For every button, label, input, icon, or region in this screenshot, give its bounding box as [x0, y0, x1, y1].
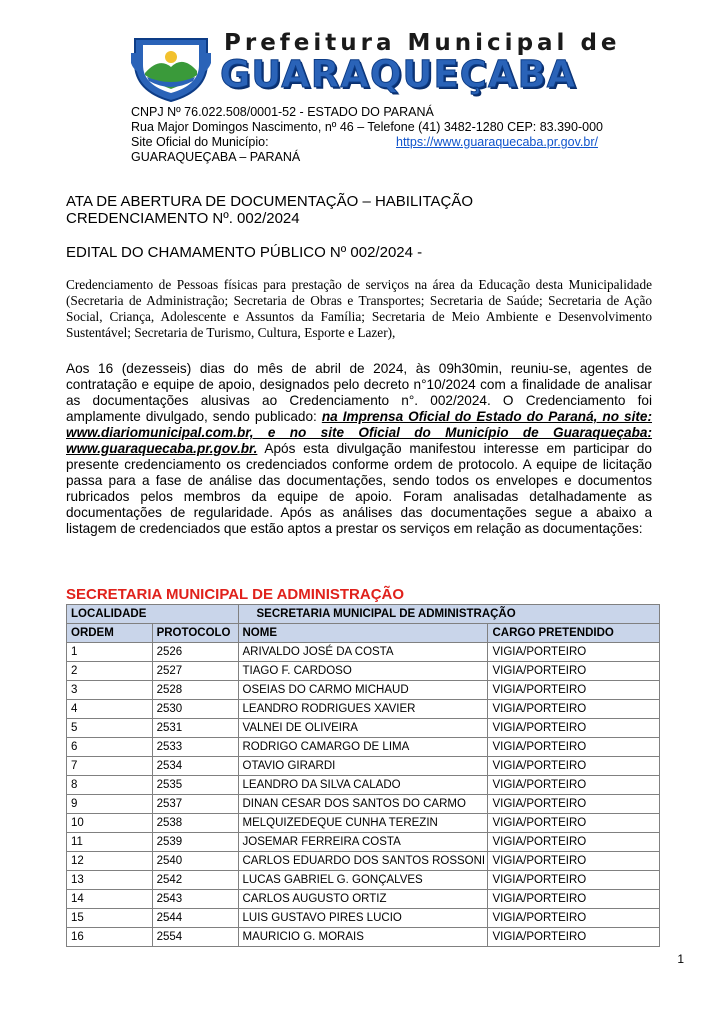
table-localidade-row — [67, 605, 660, 624]
publication-emphasis: na Imprensa Oficial do Estado do Paraná, no site: www.diariomunicipal.com.br, e no site Oficial do Município de Guaraqueçaba: www.guaraquecaba.pr.gov.br. — [66, 409, 652, 456]
header-city: GUARAQUEÇABA – PARANÁ — [131, 150, 301, 164]
cell-ordem: 10 — [67, 814, 153, 833]
doc-heading-line1: ATA DE ABERTURA DE DOCUMENTAÇÃO – HABILITAÇÃO — [66, 193, 474, 210]
cell-protocolo: 2543 — [152, 890, 238, 909]
cell-nome: JOSEMAR FERREIRA COSTA — [238, 833, 488, 852]
table-row — [67, 833, 660, 852]
objeto-paragraph: Credenciamento de Pessoas físicas para prestação de serviços na área da Educação desta Municipalidade (Secretaria de Administração; Secretaria de Obras e Transportes; Secretaria de Saúde; Secretaria de Ação Social, Criança, Adolescente e Assuntos da Família; Secretaria de Meio Ambiente e Desenvolvimento Sustentável; Secretaria de Turismo, Cultura, Esporte e Lazer), — [66, 277, 652, 340]
table-row — [67, 909, 660, 928]
cell-ordem: 1 — [67, 643, 153, 662]
cell-cargo: VIGIA/PORTEIRO — [488, 719, 660, 738]
cell-ordem: 13 — [67, 871, 153, 890]
cell-nome: TIAGO F. CARDOSO — [238, 662, 488, 681]
credentialed-table — [66, 604, 660, 947]
cell-nome: LUIS GUSTAVO PIRES LUCIO — [238, 909, 488, 928]
cell-ordem: 12 — [67, 852, 153, 871]
table-body — [67, 643, 660, 947]
municipal-coat-of-arms-logo — [131, 33, 211, 103]
body-text-part1: Aos 16 (dezesseis) dias do mês de abril de 2024, às 09h30min, reuniu-se, agentes de contratação e equipe de apoio, designados pelo decreto n°10/2024 com a finalidade de analisar as documentações alusivas ao Credenciamento n°. 002/2024. O Credenciamento foi amplamente divulgado, sendo publicado: — [66, 361, 652, 424]
cell-protocolo: 2528 — [152, 681, 238, 700]
page-number: 1 — [677, 952, 684, 966]
column-header-cargo: CARGO PRETENDIDO — [488, 624, 660, 643]
cell-protocolo: 2537 — [152, 795, 238, 814]
localidade-label: LOCALIDADE — [67, 605, 239, 624]
cell-cargo: VIGIA/PORTEIRO — [488, 871, 660, 890]
table-row — [67, 681, 660, 700]
table-row — [67, 738, 660, 757]
cell-protocolo: 2538 — [152, 814, 238, 833]
cell-cargo: VIGIA/PORTEIRO — [488, 662, 660, 681]
table-row — [67, 928, 660, 947]
edital-heading: EDITAL DO CHAMAMENTO PÚBLICO Nº 002/2024 - — [66, 244, 423, 261]
cell-nome: LEANDRO DA SILVA CALADO — [238, 776, 488, 795]
cell-cargo: VIGIA/PORTEIRO — [488, 833, 660, 852]
table-row — [67, 643, 660, 662]
cell-cargo: VIGIA/PORTEIRO — [488, 643, 660, 662]
table-row — [67, 871, 660, 890]
cell-cargo: VIGIA/PORTEIRO — [488, 757, 660, 776]
cell-protocolo: 2544 — [152, 909, 238, 928]
cell-ordem: 9 — [67, 795, 153, 814]
section-title: SECRETARIA MUNICIPAL DE ADMINISTRAÇÃO — [66, 586, 405, 603]
cell-protocolo: 2535 — [152, 776, 238, 795]
cell-nome: MAURICIO G. MORAIS — [238, 928, 488, 947]
table-row — [67, 852, 660, 871]
cell-nome: LUCAS GABRIEL G. GONÇALVES — [238, 871, 488, 890]
cell-protocolo: 2527 — [152, 662, 238, 681]
cell-cargo: VIGIA/PORTEIRO — [488, 890, 660, 909]
cell-cargo: VIGIA/PORTEIRO — [488, 814, 660, 833]
cell-ordem: 4 — [67, 700, 153, 719]
cell-protocolo: 2540 — [152, 852, 238, 871]
cell-protocolo: 2526 — [152, 643, 238, 662]
cell-cargo: VIGIA/PORTEIRO — [488, 928, 660, 947]
header-title-line2: GUARAQUEÇABA — [220, 53, 577, 96]
cell-cargo: VIGIA/PORTEIRO — [488, 776, 660, 795]
cell-ordem: 14 — [67, 890, 153, 909]
cell-nome: VALNEI DE OLIVEIRA — [238, 719, 488, 738]
cell-ordem: 7 — [67, 757, 153, 776]
table-row — [67, 776, 660, 795]
cell-nome: MELQUIZEDEQUE CUNHA TEREZIN — [238, 814, 488, 833]
header-site-link[interactable]: https://www.guaraquecaba.pr.gov.br/ — [396, 135, 598, 149]
localidade-value: SECRETARIA MUNICIPAL DE ADMINISTRAÇÃO — [238, 605, 660, 624]
table-row — [67, 719, 660, 738]
table-row — [67, 890, 660, 909]
cell-protocolo: 2534 — [152, 757, 238, 776]
cell-ordem: 3 — [67, 681, 153, 700]
cell-cargo: VIGIA/PORTEIRO — [488, 795, 660, 814]
cell-nome: DINAN CESAR DOS SANTOS DO CARMO — [238, 795, 488, 814]
cell-nome: RODRIGO CAMARGO DE LIMA — [238, 738, 488, 757]
cell-protocolo: 2542 — [152, 871, 238, 890]
cell-cargo: VIGIA/PORTEIRO — [488, 738, 660, 757]
cell-cargo: VIGIA/PORTEIRO — [488, 681, 660, 700]
header-title-line1: Prefeitura Municipal de — [224, 30, 621, 56]
cell-ordem: 6 — [67, 738, 153, 757]
table-row — [67, 757, 660, 776]
cell-ordem: 11 — [67, 833, 153, 852]
body-text-part2: Após esta divulgação manifestou interesse em participar do presente credenciamento os credenciados conforme ordem de protocolo. A equipe de licitação passa para a fase de análise das documentações, sendo todos os envelopes e documentos rubricados pelos membros da equipe de apoio. Foram analisadas detalhadamente as documentações de regularidade. Após as análises das documentações segue a abaixo a listagem de credenciados que estão aptos a prestar os serviços em relação as documentações: — [66, 441, 652, 536]
cell-nome: OSEIAS DO CARMO MICHAUD — [238, 681, 488, 700]
cell-nome: LEANDRO RODRIGUES XAVIER — [238, 700, 488, 719]
body-paragraph — [66, 361, 652, 537]
column-header-nome: NOME — [238, 624, 488, 643]
table-row — [67, 662, 660, 681]
cell-protocolo: 2554 — [152, 928, 238, 947]
cell-protocolo: 2531 — [152, 719, 238, 738]
cell-cargo: VIGIA/PORTEIRO — [488, 909, 660, 928]
table-row — [67, 814, 660, 833]
header-site-label: Site Oficial do Município: — [131, 135, 269, 149]
cell-nome: CARLOS AUGUSTO ORTIZ — [238, 890, 488, 909]
table-row — [67, 795, 660, 814]
cell-nome: ARIVALDO JOSÉ DA COSTA — [238, 643, 488, 662]
cell-cargo: VIGIA/PORTEIRO — [488, 700, 660, 719]
cell-ordem: 5 — [67, 719, 153, 738]
table-header-row — [67, 624, 660, 643]
cell-ordem: 16 — [67, 928, 153, 947]
header-address: Rua Major Domingos Nascimento, nº 46 – Telefone (41) 3482-1280 CEP: 83.390-000 — [131, 120, 603, 134]
cell-protocolo: 2530 — [152, 700, 238, 719]
header-cnpj: CNPJ Nº 76.022.508/0001-52 - ESTADO DO PARANÁ — [131, 105, 434, 119]
table-row — [67, 700, 660, 719]
cell-ordem: 8 — [67, 776, 153, 795]
cell-nome: CARLOS EDUARDO DOS SANTOS ROSSONI — [238, 852, 488, 871]
doc-heading-line2: CREDENCIAMENTO Nº. 002/2024 — [66, 210, 300, 227]
cell-nome: OTAVIO GIRARDI — [238, 757, 488, 776]
cell-protocolo: 2533 — [152, 738, 238, 757]
column-header-ordem: ORDEM — [67, 624, 153, 643]
cell-protocolo: 2539 — [152, 833, 238, 852]
cell-cargo: VIGIA/PORTEIRO — [488, 852, 660, 871]
cell-ordem: 15 — [67, 909, 153, 928]
column-header-protocolo: PROTOCOLO — [152, 624, 238, 643]
cell-ordem: 2 — [67, 662, 153, 681]
